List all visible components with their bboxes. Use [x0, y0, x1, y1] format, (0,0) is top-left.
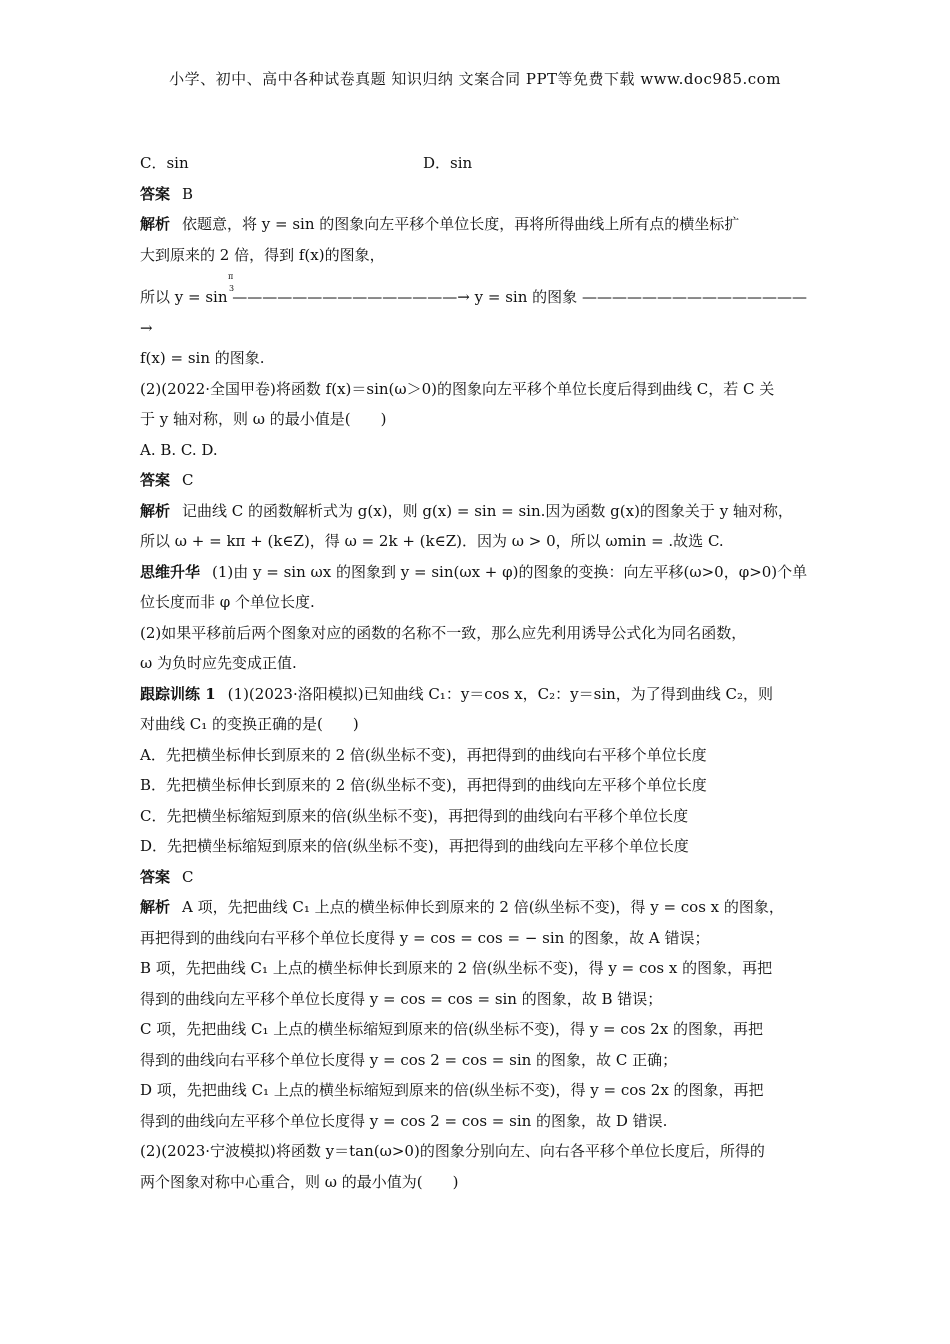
- option-d: D．sin: [423, 154, 473, 172]
- answer-value: B: [182, 184, 194, 203]
- explanation-1-line-1: [140, 209, 820, 240]
- summary-line-4: ω 为负时应先变成正值.: [140, 654, 297, 672]
- explanation-label: 解析: [140, 898, 171, 916]
- explanation-label: 解析: [140, 501, 171, 520]
- options-cd-row: [140, 148, 820, 179]
- explanation-1-line-2: 大到原来的 2 倍，得到 f(x)的图象，: [140, 245, 385, 264]
- document-body: [140, 148, 820, 1197]
- explanation-3-b-line-1: B 项，先把曲线 C₁ 上点的横坐标伸长到原来的 2 倍(纵坐标不变)，得 y = cos x 的图象，再把: [140, 959, 773, 977]
- tracking-option-a: A．先把横坐标伸长到原来的 2 倍(纵坐标不变)，再把得到的曲线向右平移个单位长度: [140, 745, 707, 764]
- explanation-3-d-line-1: D 项，先把曲线 C₁ 上点的横坐标缩短到原来的倍(纵坐标不变)，得 y = cos 2x 的图象，再把: [140, 1081, 764, 1099]
- option-c: C．sin: [140, 154, 189, 172]
- explanation-text: 记曲线 C 的函数解析式为 g(x)，则 g(x) = sin = sin.因为函数 g(x)的图象关于 y 轴对称，: [182, 501, 793, 520]
- explanation-3-c-line-2: 得到的曲线向右平移个单位长度得 y = cos 2 = cos = sin 的图象，故 C 正确；: [140, 1050, 678, 1069]
- tracking-label: 跟踪训练 1: [140, 684, 216, 703]
- answer-label: 答案: [140, 184, 171, 203]
- arrow-mid-expression: y = sin 的图象: [474, 288, 578, 306]
- summary-line-3: (2)如果平移前后两个图象对应的函数的名称不一致，那么应先利用诱导公式化为同名函数，: [140, 623, 747, 642]
- page-header: 小学、初中、高中各种试卷真题 知识归纳 文案合同 PPT等免费下载 www.doc985.com: [169, 70, 781, 88]
- summary-label: 思维升华: [140, 562, 201, 581]
- tracking-text: (1)(2023·洛阳模拟)已知曲线 C₁：y＝cos x，C₂：y＝sin，为了得到曲线 C₂，则: [227, 684, 774, 703]
- answer-label: 答案: [140, 471, 171, 489]
- answer-value: C: [182, 867, 194, 886]
- answer-3: [140, 862, 820, 893]
- explanation-3-b-line-2: 得到的曲线向左平移个单位长度得 y = cos = cos = sin 的图象，故 B 错误；: [140, 989, 663, 1008]
- tracking-option-c: C．先把横坐标缩短到原来的倍(纵坐标不变)，再把得到的曲线向右平移个单位长度: [140, 806, 689, 825]
- tracking-option-d: D．先把横坐标缩短到原来的倍(纵坐标不变)，再把得到的曲线向左平移个单位长度: [140, 837, 689, 855]
- question-2-line-2: 于 y 轴对称，则 ω 的最小值是( ): [140, 410, 387, 428]
- arrow-head: →: [140, 318, 153, 337]
- explanation-label: 解析: [140, 215, 171, 233]
- explanation-2-line-1: [140, 496, 820, 527]
- tracking-option-b: B．先把横坐标伸长到原来的 2 倍(纵坐标不变)，再把得到的曲线向左平移个单位长度: [140, 776, 707, 794]
- question-4-line-1: (2)(2023·宁波模拟)将函数 y＝tan(ω>0)的图象分别向左、向右各平移个单位长度后，所得的: [140, 1142, 765, 1160]
- transform-arrow-line: [140, 272, 820, 313]
- summary-text: (1)由 y = sin ωx 的图象到 y = sin(ωx + φ)的图象的变换：向左平移(ω>0，φ>0)个单: [212, 562, 808, 581]
- dashed-arrow-2: ———————————————: [581, 288, 807, 306]
- answer-1: [140, 179, 820, 210]
- tracking-question-line-1: [140, 679, 820, 710]
- answer-label: 答案: [140, 867, 171, 886]
- answer-2: [140, 465, 820, 496]
- dashed-arrow-1: ———————————————→: [232, 288, 470, 306]
- arrow-start-expression: 所以 y = sin: [140, 288, 228, 306]
- explanation-3-c-line-1: C 项，先把曲线 C₁ 上点的横坐标缩短到原来的倍(纵坐标不变)，得 y = cos 2x 的图象，再把: [140, 1020, 763, 1038]
- explanation-3-d-line-2: 得到的曲线向左平移个单位长度得 y = cos 2 = cos = sin 的图象，故 D 错误.: [140, 1111, 668, 1130]
- explanation-3-a-line-2: 再把得到的曲线向右平移个单位长度得 y = cos = cos = − sin 的图象，故 A 错误；: [140, 928, 710, 947]
- summary-line-2: 位长度而非 φ 个单位长度.: [140, 593, 315, 611]
- explanation-1-line-3: f(x) = sin 的图象.: [140, 349, 265, 367]
- tracking-question-line-2: 对曲线 C₁ 的变换正确的是( ): [140, 715, 359, 733]
- question-4-line-2: 两个图象对称中心重合，则 ω 的最小值为( ): [140, 1172, 459, 1191]
- explanation-text: 依题意，将 y = sin 的图象向左平移个单位长度，再将所得曲线上所有点的横坐标扩: [182, 215, 740, 233]
- arrow-label-top: π: [228, 272, 234, 281]
- explanation-2-line-2: 所以 ω + = kπ + (k∈Z)，得 ω = 2k + (k∈Z)．因为 ω > 0，所以 ωmin = .故选 C.: [140, 532, 724, 550]
- arrow-label-bottom: 3: [229, 284, 235, 293]
- question-2-options: A. B. C. D.: [140, 440, 218, 459]
- explanation-text: A 项，先把曲线 C₁ 上点的横坐标伸长到原来的 2 倍(纵坐标不变)，得 y = cos x 的图象，: [182, 898, 784, 916]
- summary-line-1: [140, 557, 820, 588]
- explanation-3-a-line-1: [140, 892, 820, 923]
- answer-value: C: [182, 471, 194, 489]
- question-2-line-1: (2)(2022·全国甲卷)将函数 f(x)＝sin(ω＞0)的图象向左平移个单位长度后得到曲线 C，若 C 关: [140, 379, 775, 398]
